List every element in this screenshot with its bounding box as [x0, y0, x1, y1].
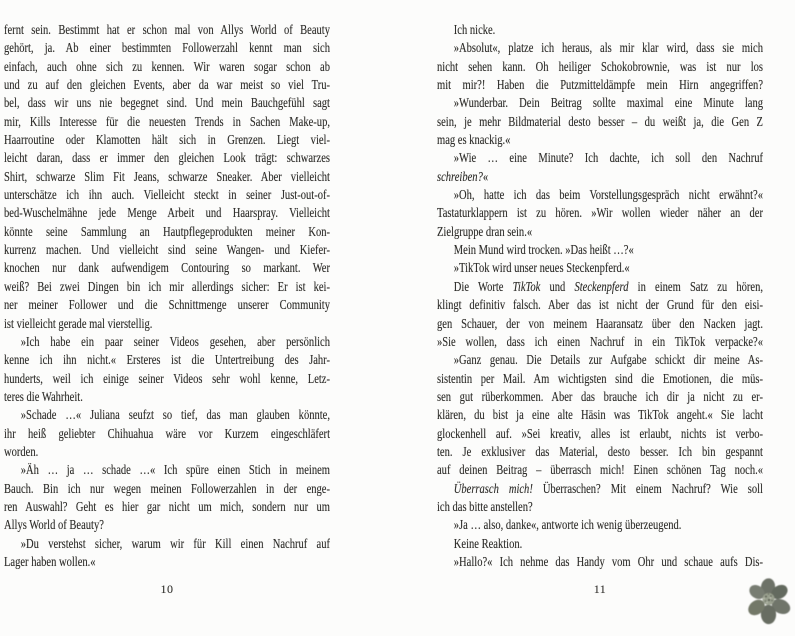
text-line: »Du verstehst sicher, warum wir für Kill einen Nachruf auf	[20, 535, 330, 551]
text-line: Zielgruppe dran sein.«	[437, 223, 533, 239]
text-line: und zu auf den gleichen Events, aber da war meist so viel Tru-	[4, 77, 330, 93]
text-line: fernt sein. Bestimmt hat er schon mal von Allys World of Beauty	[4, 22, 330, 37]
text-line: Mein Mund wird trocken. »Das heißt …?«	[453, 242, 634, 258]
text-line: ner meiner Follower und die Schnittmenge unserer Community	[4, 297, 330, 313]
text-line: klingt definitiv falsch. Aber das ist nicht der Grund für den eisi-	[437, 297, 763, 313]
left-page-text	[4, 21, 330, 571]
text-line: »Sie wollen, dass ich einen Nachruf in ein TikTok verpacke?«	[437, 333, 763, 349]
text-line: Shirt, schwarze Slim Fit Jeans, schwarze Sneaker. Aber vielleicht	[4, 168, 330, 184]
text-line: schreiben?«	[437, 168, 489, 184]
text-line: »Absolut«, platze ich heraus, als mir klar wird, dass sie mich	[453, 40, 763, 56]
text-line: ren Auswahl? Geht es hier gar nicht um mich, sondern nur um	[4, 498, 330, 514]
text-line: »Ich habe ein paar seiner Videos gesehen, aber persönlich	[20, 333, 330, 349]
text-line: mit mir?! Haben die Putzmitteldämpfe mein Hirn angegriffen?	[437, 77, 763, 93]
text-line: »Ja … also, danke«, antworte ich wenig überzeugend.	[453, 517, 682, 533]
pressed-flower-icon	[747, 577, 792, 625]
text-line: Keine Reaktion.	[453, 535, 523, 551]
text-line: hunderts, weil ich einige seiner Videos sehr wohl kenne, Letz-	[4, 370, 330, 386]
text-line: sen gut rüberkommen. Aber das brauche ich dir ja nicht zu er-	[437, 388, 763, 404]
text-line: klären, du bist ja eine alte Häsin was TikTok angeht.« Sie lacht	[437, 407, 763, 423]
text-line: »Äh … ja … schade …« Ich spüre einen Stich in meinem	[20, 462, 330, 478]
right-page-text	[437, 21, 763, 571]
text-line: auf deinen Beitrag – überrasch mich! Einen schönen Tag noch.«	[437, 462, 763, 478]
text-line: Ich nicke.	[453, 22, 496, 37]
right-page	[437, 21, 763, 571]
text-line: kenne ich ihn nicht.« Ersteres ist die Untertreibung des Jahr-	[4, 352, 330, 368]
text-line: knochen nur dank aufwendigem Contouring so markant. Wer	[4, 260, 330, 276]
text-line: Allys World of Beauty?	[4, 517, 104, 533]
text-line: ten. Je exklusiver das Material, desto besser. Ich bin gespannt	[437, 443, 763, 459]
text-line: worden.	[4, 443, 39, 459]
text-line: Haarroutine oder Klamotten hält sich in Grenzen. Liegt viel-	[4, 132, 330, 148]
text-line: Überrasch mich! Überraschen? Mit einem Nachruf? Wie soll	[453, 480, 763, 496]
text-line: »Schade …« Juliana seufzt so tief, das man glauben könnte,	[20, 407, 330, 423]
text-line: gehört, ja. Ab einer bestimmten Followerzahl kennt man sich	[4, 40, 330, 56]
text-line: einfach, auch ohne sich zu kennen. Wir waren sogar schon ab	[4, 58, 330, 74]
text-line: leicht daran, dass er immer den gleichen Look trägt: schwarzes	[4, 150, 330, 166]
text-line: »Wunderbar. Dein Beitrag sollte maximal eine Minute lang	[453, 95, 763, 111]
text-line: Lager haben wollen.«	[4, 553, 96, 569]
text-line: sein, je mehr Bildmaterial desto besser – du weißt ja, die Gen Z	[437, 113, 763, 129]
text-line: »Hallo?« Ich nehme das Handy vom Ohr und schaue aufs Dis-	[453, 553, 763, 569]
text-line: »Oh, hatte ich das beim Vorstellungsgespräch nicht erwähnt?«	[453, 187, 763, 203]
text-line: »Ganz genau. Die Details zur Aufgabe schickt dir meine As-	[453, 352, 763, 368]
text-line: bel, dass wir uns nie begegnet sind. Und mein Bauchgefühl sagt	[4, 95, 330, 111]
text-line: Bauch. Bin ich nur wegen meinen Followerzahlen in der enge-	[4, 480, 330, 496]
text-line: ihr heiß geliebter Chihuahua wäre vor Kurzem eingeschläfert	[4, 425, 330, 441]
text-line: ist vielleicht gerade mal vierstellig.	[4, 315, 153, 331]
left-page-number: 10	[160, 582, 174, 596]
text-line: gen Schauer, der von meinem Haaransatz über den Nacken jagt.	[437, 315, 763, 331]
text-line: kurrenz machen. Und vielleicht sind seine Wangen- und Kiefer-	[4, 242, 330, 258]
text-line: Die Worte TikTok und Steckenpferd in einem Satz zu hören,	[453, 278, 763, 294]
text-line: sistentin per Mail. Am wichtigsten sind die Emotionen, die müs-	[437, 370, 763, 386]
text-line: mag es knackig.«	[437, 132, 511, 148]
text-line: glockenhell auf. »Sei kreativ, alles ist erlaubt, nichts ist verbo-	[437, 425, 763, 441]
text-line: bed-Wuschelmähne jede Menge Arbeit und Haarspray. Vielleicht	[4, 205, 330, 221]
text-line: Tastaturklappern ist zu hören. »Wir wollen wieder näher an der	[437, 205, 763, 221]
left-page	[4, 21, 330, 571]
text-line: teres die Wahrheit.	[4, 388, 83, 404]
text-line: könnte seine Sammlung an Hautpflegeprodukten meiner Kon-	[4, 223, 330, 239]
text-line: mir, Kills Interesse für die neuesten Trends in Sachen Make-up,	[4, 113, 330, 129]
text-line: weiß? Bei zwei Dingen bin ich mir allerdings sicher: Er ist kei-	[4, 278, 330, 294]
text-line: nicht sehen kann. Oh heiliger Schokobrownie, was ist nur los	[437, 58, 763, 74]
text-line: »TikTok wird unser neues Steckenpferd.«	[453, 260, 630, 276]
text-line: ich das bitte anstellen?	[437, 498, 533, 514]
text-line: »Wie … eine Minute? Ich dachte, ich soll den Nachruf	[453, 150, 763, 166]
text-line: unterschätze ich ihn auch. Vielleicht steckt in seiner Just-out-of-	[4, 187, 330, 203]
right-page-number: 11	[593, 582, 607, 596]
